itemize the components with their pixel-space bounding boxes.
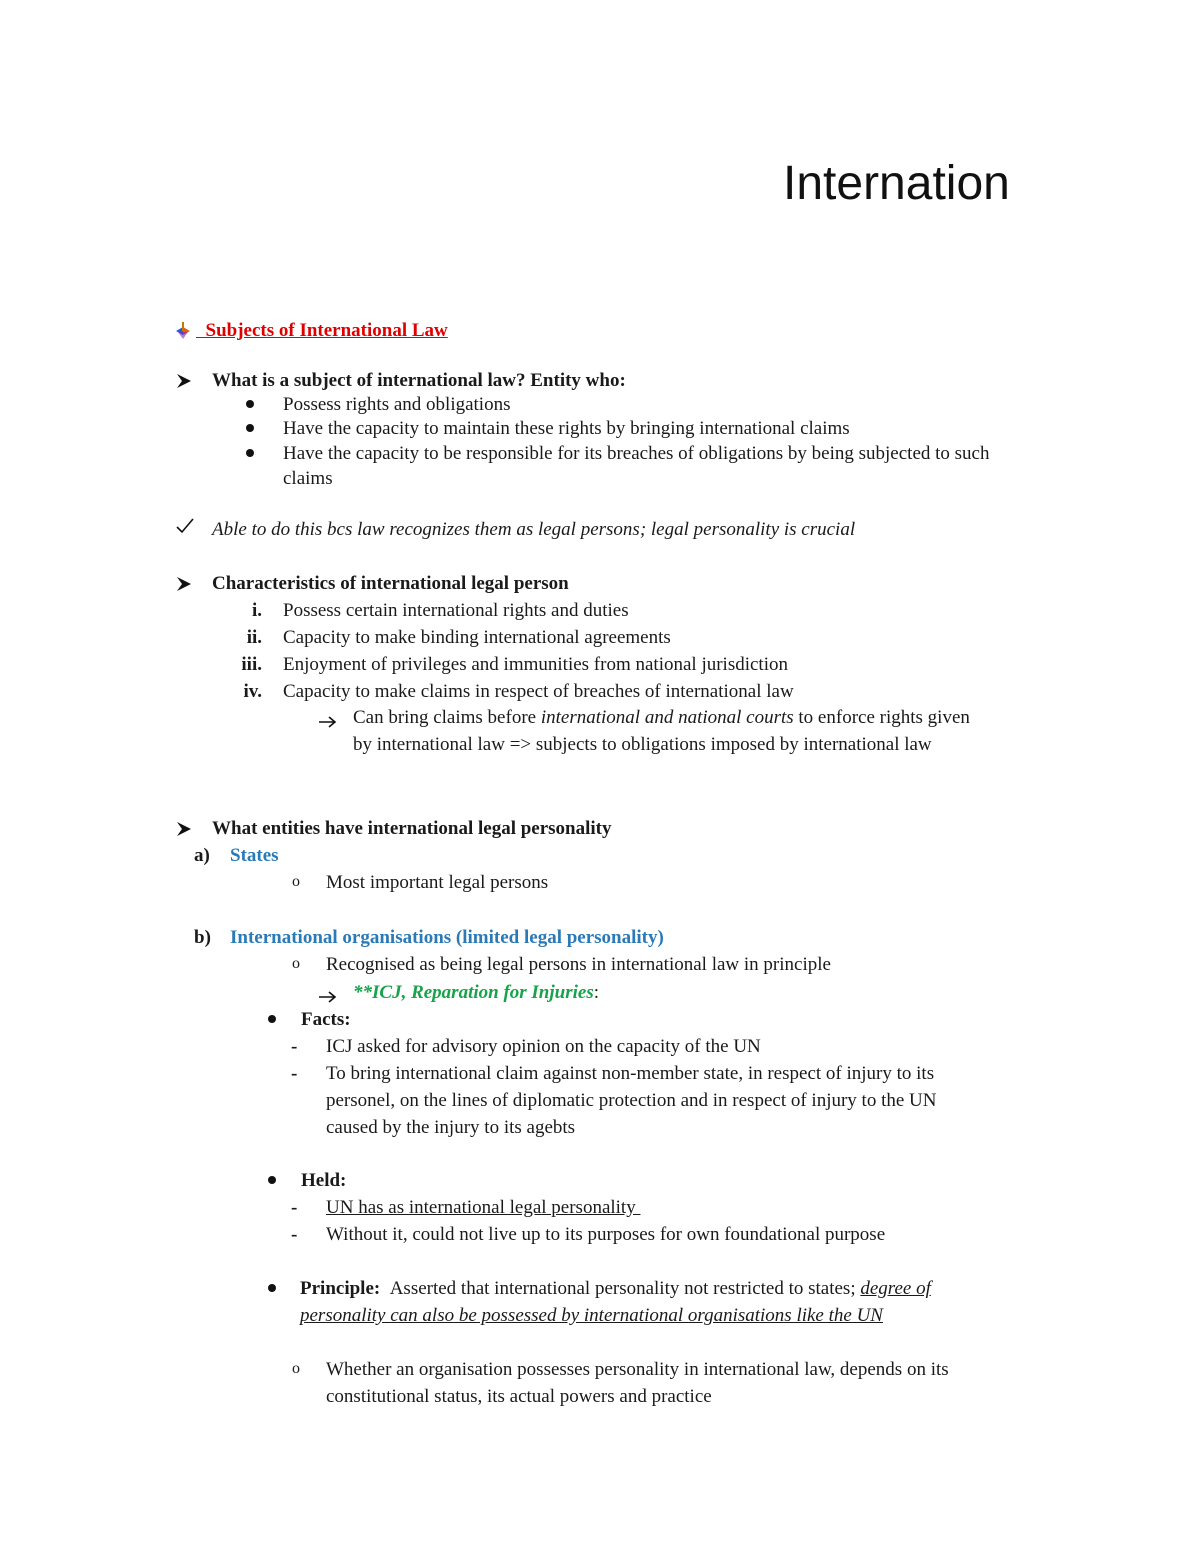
list-item: Possess rights and obligations	[283, 394, 511, 415]
bullet-icon	[246, 424, 254, 432]
arrowhead-bullet-icon	[176, 821, 192, 837]
circle-bullet-icon: o	[292, 1360, 300, 1377]
circle-bullet-icon: o	[292, 873, 300, 890]
list-letter: a)	[194, 845, 210, 866]
bullet-icon	[246, 449, 254, 457]
section-heading: Subjects of International Law	[205, 320, 448, 341]
checkmark-icon	[176, 518, 194, 538]
sub-point-continued: by international law => subjects to obligations imposed by international law	[353, 734, 932, 755]
question-2: Characteristics of international legal person	[212, 573, 569, 594]
arrowhead-bullet-icon	[176, 373, 192, 389]
circle-bullet-icon: o	[292, 955, 300, 972]
list-item-continued: caused by the injury to its agebts	[326, 1117, 576, 1138]
bullet-icon	[268, 1176, 276, 1184]
arrowhead-bullet-icon	[176, 576, 192, 592]
list-number: iii.	[241, 654, 262, 675]
arrow-down-icon	[174, 322, 192, 344]
dash-bullet: -	[291, 1224, 298, 1245]
page-title: Internation	[783, 157, 1010, 210]
list-item: ICJ asked for advisory opinion on the capacity of the UN	[326, 1036, 761, 1057]
list-item: Enjoyment of privileges and immunities from national jurisdiction	[283, 654, 788, 675]
question-3: What entities have international legal personality	[212, 818, 612, 839]
case-reference: **ICJ, Reparation for Injuries:	[353, 982, 600, 1003]
held-label: Held:	[301, 1170, 347, 1191]
list-item: UN has as international legal personality	[326, 1197, 641, 1218]
list-item: To bring international claim against non-member state, in respect of injury to its	[326, 1063, 935, 1084]
principle-line: Principle: Asserted that international personality not restricted to states; degree of	[300, 1278, 931, 1299]
list-item: Have the capacity to be responsible for its breaches of obligations by being subjected to such	[283, 443, 990, 464]
question-1: What is a subject of international law? Entity who:	[212, 370, 626, 391]
sub-point: Can bring claims before international and national courts to enforce rights given	[353, 707, 970, 728]
check-note: Able to do this bcs law recognizes them as legal persons; legal personality is crucial	[212, 519, 856, 540]
list-number: iv.	[243, 681, 262, 702]
bullet-icon	[268, 1284, 276, 1292]
right-arrow-icon	[318, 988, 338, 1007]
list-item-continued: claims	[283, 468, 333, 489]
list-number: ii.	[246, 627, 262, 648]
bullet-icon	[246, 400, 254, 408]
list-item: Capacity to make claims in respect of breaches of international law	[283, 681, 794, 702]
list-item: Possess certain international rights and duties	[283, 600, 629, 621]
list-item: Capacity to make binding international agreements	[283, 627, 671, 648]
list-item: Whether an organisation possesses personality in international law, depends on its	[326, 1359, 949, 1380]
list-item: Have the capacity to maintain these rights by bringing international claims	[283, 418, 850, 439]
dash-bullet: -	[291, 1036, 298, 1057]
right-arrow-icon	[318, 713, 338, 732]
list-item-continued: personel, on the lines of diplomatic protection and in respect of injury to the UN	[326, 1090, 937, 1111]
list-item: Most important legal persons	[326, 872, 549, 893]
facts-label: Facts:	[301, 1009, 351, 1030]
dash-bullet: -	[291, 1063, 298, 1084]
principle-continued: personality can also be possessed by international organisations like the UN	[300, 1305, 883, 1326]
list-letter: b)	[194, 927, 211, 948]
category-states: States	[230, 845, 279, 866]
list-item-continued: constitutional status, its actual powers and practice	[326, 1386, 712, 1407]
bullet-icon	[268, 1015, 276, 1023]
list-number: i.	[251, 600, 262, 621]
dash-bullet: -	[291, 1197, 298, 1218]
list-item: Without it, could not live up to its purposes for own foundational purpose	[326, 1224, 886, 1245]
category-organisations: International organisations (limited legal personality)	[230, 927, 664, 948]
list-item: Recognised as being legal persons in international law in principle	[326, 954, 831, 975]
